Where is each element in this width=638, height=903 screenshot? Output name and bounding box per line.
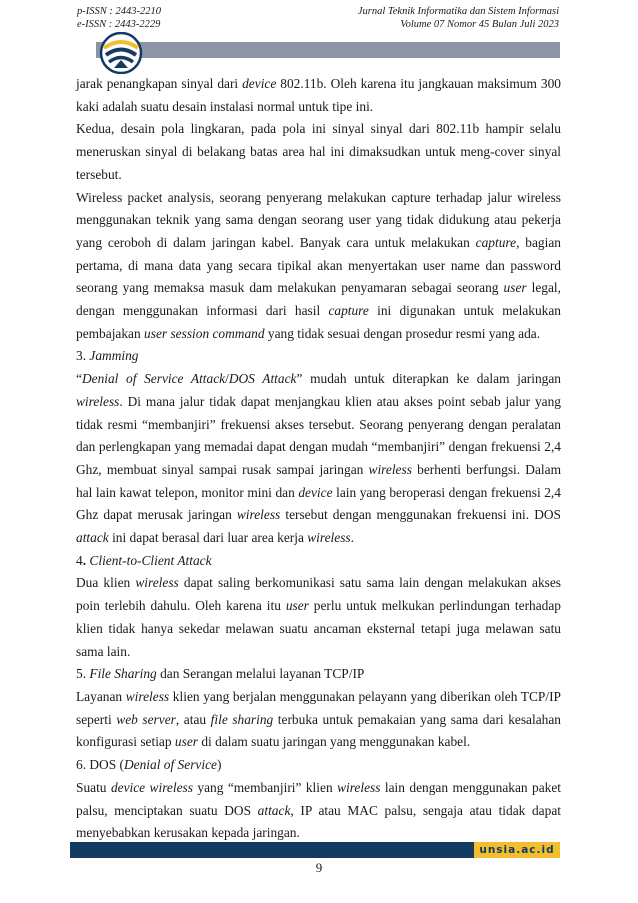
italic-text: device (298, 484, 333, 500)
italic-text: Client-to-Client Attack (89, 552, 212, 568)
page-number: 9 (315, 860, 323, 875)
journal-volume: Volume 07 Nomor 45 Bulan Juli 2023 (400, 19, 559, 30)
text-run: “ (76, 371, 82, 387)
text-run: . Di mana jalur tidak dapat menjangkau klien atau akses point sebab jalur yang tidak resmi “membanjiri” frekuensi akses tersebut. Seorang penyerang dengan peralatan dan perlengkapan yang memadai dapat dengan mudah “membanjiri” dengan frekuensi 2,4 Ghz, membuat sinyal sampai rusak sampai jaringan (76, 393, 561, 477)
paragraph (76, 118, 561, 186)
paragraph (76, 73, 561, 118)
text-run: bagian pertama, di mana data yang secara tipikal akan menyertakan user name dan password seorang yang memaksa masuk dam melakukan penyamaran sebagai seorang (76, 234, 561, 296)
paragraph (76, 345, 561, 368)
text-run: yang “membanjiri” klien (192, 779, 338, 795)
text-run: ) (216, 757, 222, 773)
text-run: 4 (76, 552, 83, 568)
text-run: dapat saling berkomunikasi satu sama lain dengan melakukan akses poin terlebih dahulu. Oleh karena itu (76, 575, 562, 614)
paragraph (76, 187, 561, 346)
italic-text: wireless (76, 393, 120, 409)
text-run: / (225, 371, 229, 387)
italic-text: wireless (368, 461, 412, 477)
header-journal (358, 5, 559, 31)
text-run: . (82, 552, 87, 568)
italic-text: device wireless (110, 779, 193, 795)
text-run: tersebut dengan menggunakan frekuensi ini. DOS (280, 507, 561, 523)
header-bar (144, 42, 560, 58)
text-run: Kedua, desain pola lingkaran, pada pola ini sinyal sinyal dari 802.11b hampir selalu meneruskan sinyal di belakang batas area hal ini dimaksudkan untuk meng-cover sinyal tersebut. (76, 121, 561, 182)
paragraph (76, 686, 561, 754)
journal-name: Jurnal Teknik Informatika dan Sistem Informasi (357, 6, 559, 17)
italic-text: user session command (144, 325, 265, 341)
text-run: legal, dengan menggunakan informasi dari hasil (76, 280, 561, 319)
text-run: perlu untuk melkukan perlindungan terhadap klien tidak hanya sekedar melawan suatu ancaman eksternal tetapi juga melawan satu sama lain. (76, 598, 561, 659)
text-run: yang tidak sesuai dengan prosedur resmi yang ada. (264, 325, 541, 341)
italic-text: user (285, 598, 309, 614)
text-run: berhenti berfungsi. Dalam hal lain kawat telepon, monitor mini dan (76, 461, 561, 500)
text-run: terbuka untuk pemakaian yang sama dari kesalahan konfigurasi setiap (76, 711, 561, 750)
e-issn: e-ISSN : 2443-2229 (77, 19, 161, 30)
italic-text: user (503, 280, 527, 296)
italic-text: Denial of Service Attack (81, 371, 226, 387)
italic-text: capture (328, 303, 369, 319)
header-issn (77, 5, 161, 31)
text-run: ini dapat berasal dari luar area kerja (108, 530, 308, 546)
p-issn: p-ISSN : 2443-2210 (77, 6, 161, 17)
text-run: Layanan (76, 688, 126, 704)
italic-text: File Sharing (89, 666, 157, 682)
italic-text: wireless (337, 779, 381, 795)
italic-text: user (174, 734, 198, 750)
italic-text: capture, (475, 234, 520, 250)
text-run: 5. (76, 666, 90, 682)
italic-text: wireless (307, 530, 351, 546)
text-run: . (350, 530, 355, 546)
italic-text: web server (116, 711, 176, 727)
text-run: Dua klien (76, 575, 136, 591)
italic-text: Jamming (89, 348, 139, 364)
italic-text: device (242, 76, 277, 91)
paragraph (76, 368, 561, 550)
text-run: Wireless packet analysis, seorang penyerang melakukan capture terhadap jalur wireless menggunakan teknik yang sama dengan seorang user yang tidak didukung atau pekerja yang ceroboh di dalam jaringan kabel. Banyak cara untuk melakukan (76, 189, 561, 250)
paragraph (76, 663, 561, 686)
text-run: 802.11b. Oleh karena itu jangkauan maksimum 300 kaki adalah suatu desain instalasi normal untuk tipe ini. (76, 76, 561, 114)
paragraph (76, 777, 561, 845)
text-run: , IP atau MAC palsu, sengaja atau tidak dapat menyebabkan kerusakan kepada jaringan. (76, 802, 561, 841)
text-run: Suatu (76, 779, 111, 795)
text-run: 3. (76, 348, 90, 364)
italic-text: attack (76, 530, 109, 546)
text-run: ” mudah untuk diterapkan ke dalam jaringan (296, 371, 561, 387)
italic-text: wireless (236, 507, 281, 523)
italic-text: DOS Attack (228, 371, 297, 387)
journal-logo-icon (98, 32, 144, 74)
text-run: lain yang beroperasi dengan frekuensi 2,4 Ghz dapat merusak jaringan (76, 484, 561, 523)
site-badge: unsia.ac.id (474, 842, 560, 858)
italic-text: wireless (135, 575, 179, 591)
text-run: , atau (175, 711, 211, 727)
paragraph (76, 572, 561, 663)
text-run: dan Serangan melalui layanan TCP/IP (156, 666, 365, 682)
text-run: lain dengan menggunakan paket palsu, menciptakan suatu DOS (76, 779, 562, 818)
article-body (76, 73, 561, 845)
italic-text: file sharing (210, 711, 274, 727)
paragraph (76, 550, 561, 573)
italic-text: Denial of Service (124, 757, 217, 773)
text-run: klien yang berjalan menggunakan pelayann yang diberikan oleh TCP/IP seperti (76, 688, 561, 727)
text-run: di dalam suatu jaringan yang menggunakan kabel. (197, 734, 471, 750)
italic-text: attack (257, 802, 291, 818)
paragraph (76, 754, 561, 777)
text-run: 6. DOS ( (76, 757, 124, 773)
text-run: jarak penangkapan sinyal dari (76, 76, 243, 91)
italic-text: wireless (125, 688, 170, 704)
text-run: ini digunakan untuk melakukan pembajakan (76, 303, 561, 341)
